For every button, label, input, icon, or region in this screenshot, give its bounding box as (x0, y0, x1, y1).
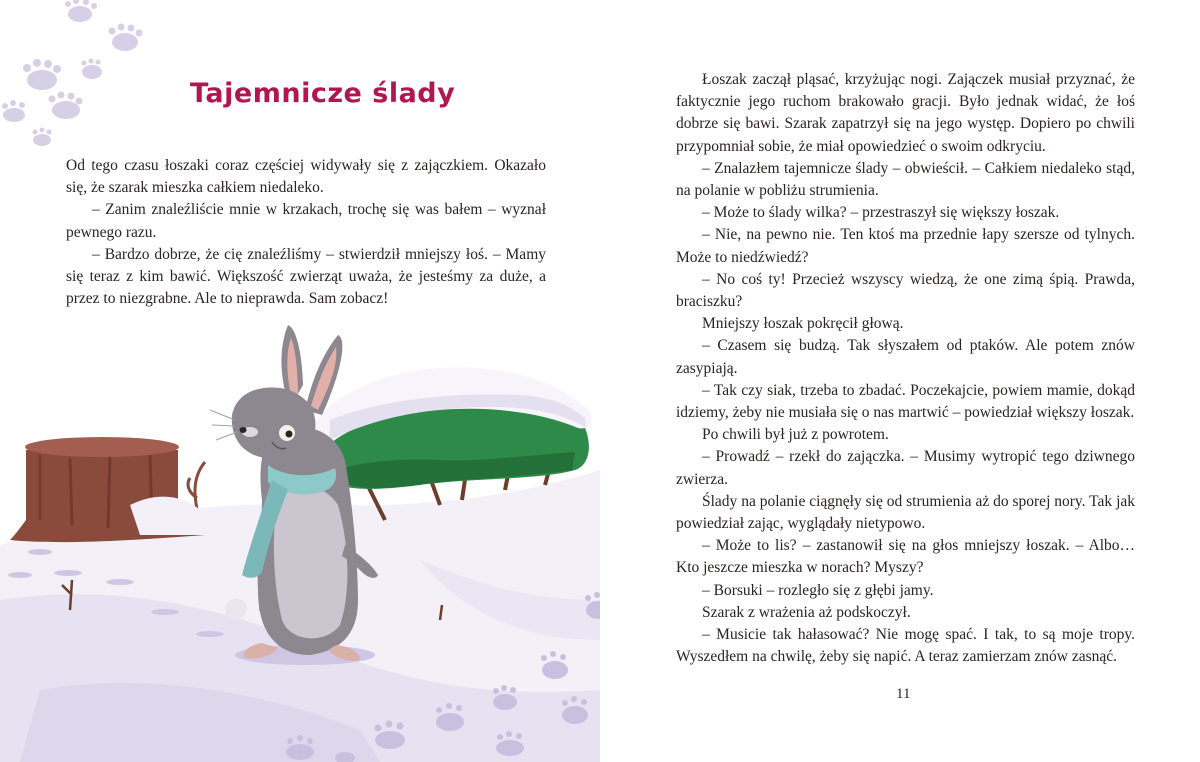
paragraph: – Borsuki – rozległo się z głębi jamy. (702, 581, 934, 599)
paragraph: – Bardzo dobrze, że cię znaleźliśmy – stwierdził mniejszy łoś. – Mamy się teraz z kim bawić. Większość zwierząt uważa, że jesteśmy za duże, a przez to niezgrabne. Ale to nieprawda. Sam zobacz! (66, 245, 546, 308)
right-page (600, 0, 1200, 762)
paragraph: Ślady na polanie ciągnęły się od strumienia aż do sporej nory. Tak jak powiedział zając, wyglądały nietypowo. (676, 492, 1135, 533)
chapter-title: Tajemnicze ślady (190, 78, 456, 109)
paw-prints-icon (2, 0, 143, 146)
paragraph: – Może to ślady wilka? – przestraszył się większy łoszak. (702, 204, 1060, 222)
tree-stump-icon (10, 437, 215, 542)
page-number: 11 (896, 686, 911, 702)
paragraph: Od tego czasu łoszaki coraz częściej widywały się z zajączkiem. Okazało się, że szarak mieszka całkiem niedaleko. (66, 157, 546, 197)
right-page-text (676, 69, 1135, 668)
paragraph: – Tak czy siak, trzeba to zbadać. Poczekajcie, powiem mamie, dokąd idziemy, żeby nie musiała się o nas martwić – powiedział większy łoszak. (676, 381, 1135, 422)
paragraph: – Musicie tak hałasować? Nie mogę spać. I tak, to są moje tropy. Wyszedłem na chwilę, żeby się napić. A teraz zamierzam znów zasnąć. (676, 626, 1135, 666)
paragraph: – Prowadź – rzekł do zajączka. – Musimy wytropić tego dziwnego zwierza. (676, 448, 1135, 488)
paragraph: – Zanim znaleźliście mnie w krzakach, trochę się was bałem – wyznał pewnego razu. (66, 201, 546, 241)
hare-icon (210, 325, 378, 665)
paragraph: – Czasem się budzą. Tak słyszałem od ptaków. Ale potem znów zasypiają. (676, 337, 1135, 377)
paragraph: Mniejszy łoszak pokręcił głową. (702, 315, 904, 333)
paragraph: – Znalazłem tajemnicze ślady – obwieścił. – Całkiem niedaleko stąd, na polanie w pobliżu strumienia. (676, 159, 1135, 200)
paragraph: – Może to lis? – zastanowił się na głos mniejszy łoszak. – Albo… Kto jeszcze mieszka w norach? Myszy? (676, 537, 1135, 577)
paragraph: – No coś ty! Przecież wszyscy wiedzą, że one zimą śpią. Prawda, braciszku? (676, 270, 1135, 311)
left-page-text (66, 155, 546, 310)
paragraph: Szarak z wrażenia aż podskoczył. (702, 603, 911, 621)
paragraph: Łoszak zaczął pląsać, krzyżując nogi. Zajączek musiał przyznać, że faktycznie jego ruchom brakowało gracji. Było jednak widać, że łoś dobrze się bawi. Szarak zapatrzył się na jego występ. Dopiero po chwili przypomniał sobie, że miał opowiedzieć o swoim odkryciu. (676, 71, 1135, 155)
paragraph: Po chwili był już z powrotem. (702, 426, 889, 444)
paragraph: – Nie, na pewno nie. Ten ktoś ma przednie łapy szersze od tylnych. Może to niedźwiedź? (676, 226, 1135, 266)
